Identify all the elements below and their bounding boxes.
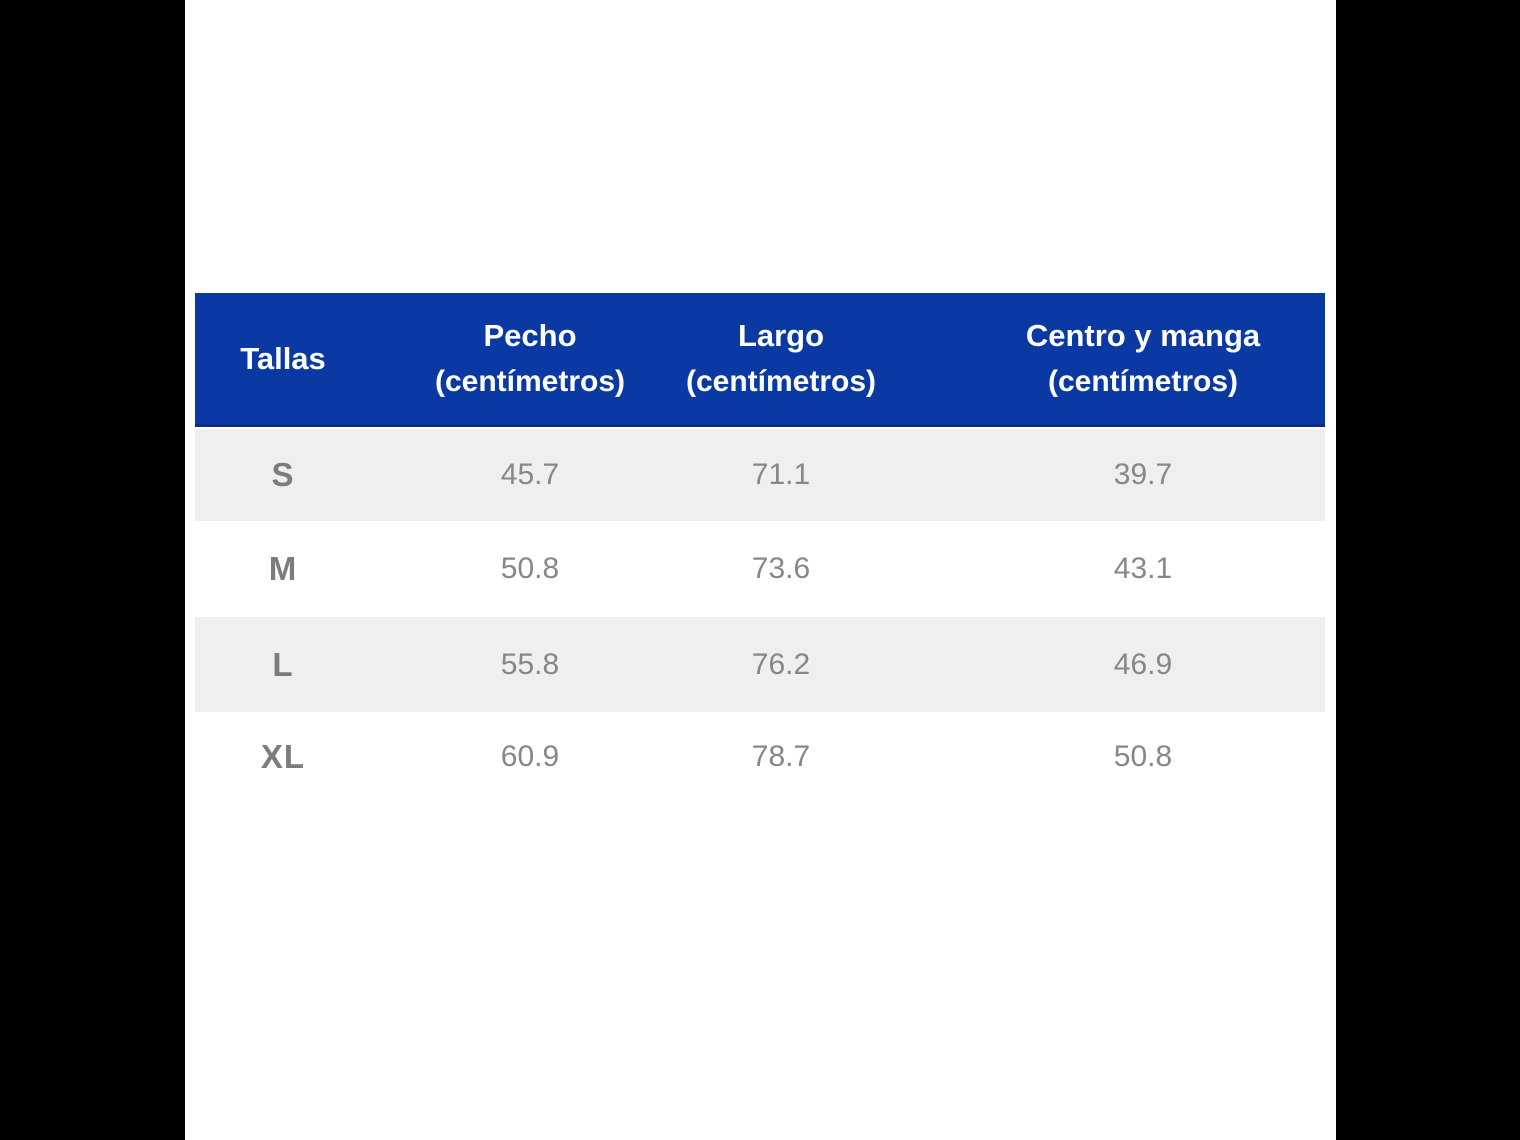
size-label: XL bbox=[260, 738, 306, 775]
table-header-row bbox=[195, 293, 1325, 427]
value-pecho: 60.9 bbox=[500, 740, 560, 773]
table-row-xl bbox=[195, 712, 1325, 802]
table-row-m bbox=[195, 521, 1325, 617]
header-cell-pecho bbox=[371, 293, 689, 424]
value-largo: 78.7 bbox=[751, 740, 811, 773]
header-cell-centro-y-manga bbox=[873, 293, 1325, 424]
header-title: Largo bbox=[737, 317, 825, 353]
header-unit: (centímetros) bbox=[1047, 364, 1239, 398]
value-pecho: 45.7 bbox=[500, 458, 560, 491]
value-pecho: 50.8 bbox=[500, 552, 560, 585]
left-black-bar bbox=[0, 0, 185, 1140]
header-title: Tallas bbox=[240, 340, 326, 376]
right-black-bar bbox=[1336, 0, 1520, 1140]
size-chart-table bbox=[195, 293, 1325, 802]
value-centro-y-manga: 46.9 bbox=[1113, 647, 1173, 681]
value-centro-y-manga: 43.1 bbox=[1113, 552, 1173, 585]
value-largo: 73.6 bbox=[751, 552, 811, 585]
header-cell-largo bbox=[685, 293, 877, 424]
header-cell-tallas bbox=[195, 293, 371, 424]
header-title: Centro y manga bbox=[1025, 317, 1261, 353]
table-row-s bbox=[195, 429, 1325, 521]
header-unit: (centímetros) bbox=[685, 364, 877, 398]
value-centro-y-manga: 50.8 bbox=[1113, 740, 1173, 773]
value-pecho: 55.8 bbox=[500, 647, 560, 681]
table-row-l bbox=[195, 617, 1325, 712]
size-label: M bbox=[268, 550, 298, 587]
size-label: S bbox=[271, 456, 295, 493]
value-centro-y-manga: 39.7 bbox=[1113, 458, 1173, 491]
value-largo: 71.1 bbox=[751, 458, 811, 491]
table-body bbox=[195, 429, 1325, 802]
header-unit: (centímetros) bbox=[434, 364, 626, 398]
value-largo: 76.2 bbox=[751, 647, 811, 681]
header-title: Pecho bbox=[483, 317, 577, 353]
size-label: L bbox=[272, 645, 294, 683]
